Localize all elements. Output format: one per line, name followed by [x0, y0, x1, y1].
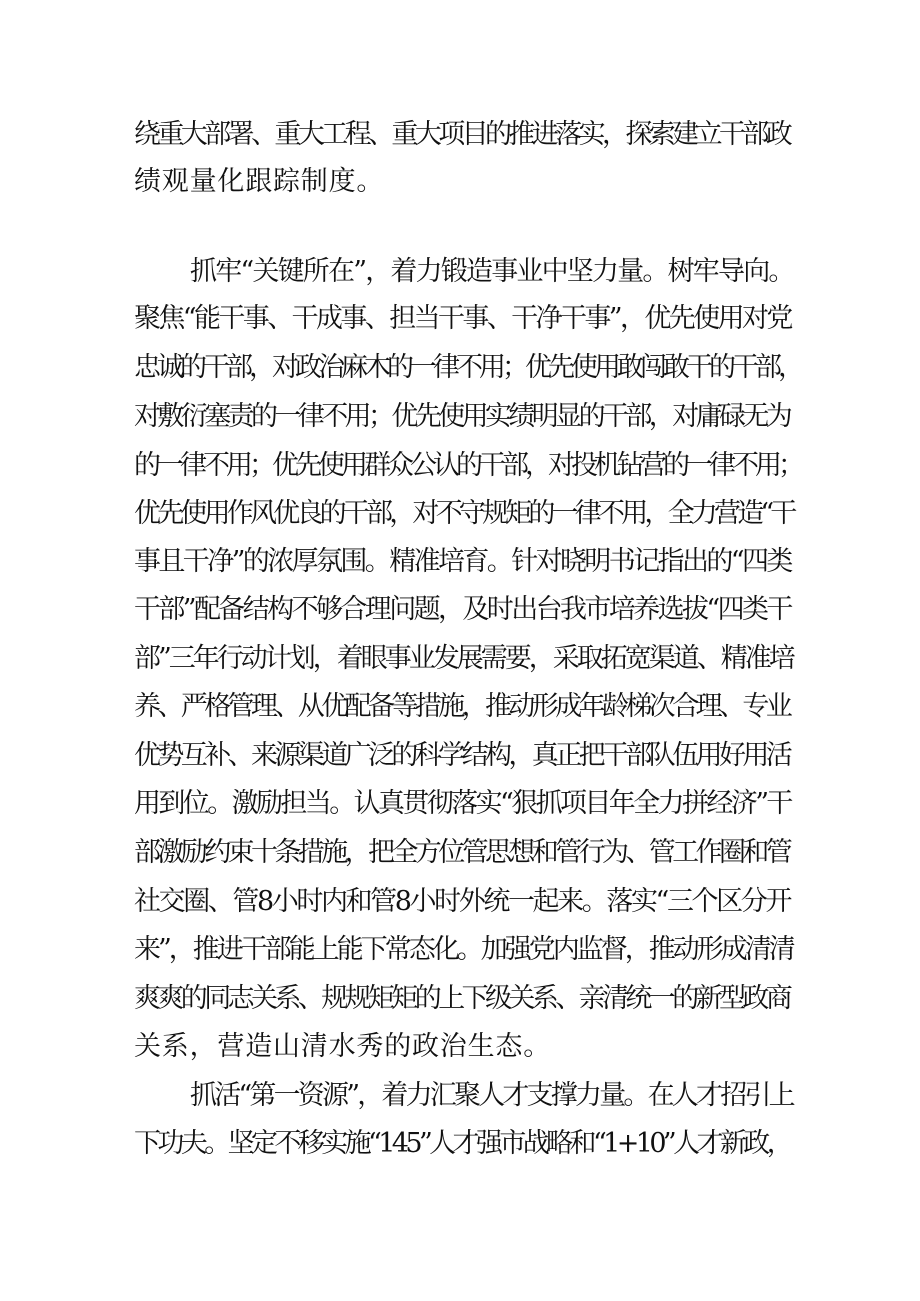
text-line: 部”三年行动计划，着眼事业发展需要，采取拓宽渠道、精准培: [134, 643, 793, 674]
text-line: 关系，营造山清水秀的政治生态。: [134, 1031, 551, 1062]
text-line: 爽爽的同志关系、规规矩矩的上下级关系、亲清统一的新型政商: [134, 983, 790, 1014]
text-line: 对敷衍塞责的一律不用；优先使用实绩明显的干部，对庸碌无为: [134, 401, 790, 432]
text-line: 来”，推进干部能上能下常态化。加强党内监督，推动形成清清: [134, 934, 793, 965]
text-line: 忠诚的干部，对政治麻木的一律不用；优先使用敢闯敢干的干部，: [134, 352, 801, 383]
text-line: 优势互补、来源渠道广泛的科学结构，真正把干部队伍用好用活: [134, 740, 790, 771]
text-line: 的一律不用；优先使用群众公认的干部，对投机钻营的一律不用；: [134, 450, 801, 481]
text-line: 优先使用作风优良的干部，对不守规矩的一律不用，全力营造“干: [134, 498, 794, 529]
text-line: 抓活“第一资源”，着力汇聚人才支撑力量。在人才招引上: [190, 1080, 793, 1111]
text-line: 养、严格管理、从优配备等措施，推动形成年龄梯次合理、专业: [134, 691, 790, 722]
text-line: 部激励约束十条措施，把全方位管思想和管行为、管工作圈和管: [134, 837, 790, 868]
text-line: 社交圈、管8小时内和管8小时外统一起来。落实“三个区分开: [134, 886, 790, 917]
text-line: 绩观量化跟踪制度。: [134, 166, 385, 197]
text-line: 抓牢“关键所在”，着力锻造事业中坚力量。树牢导向。: [190, 256, 794, 287]
text-line: 事且干净”的浓厚氛围。精准培育。针对晓明书记指出的“四类: [134, 546, 791, 577]
text-line: 聚焦“能干事、干成事、担当干事、干净干事”，优先使用对党: [134, 303, 791, 334]
text-line: 下功夫。坚定不移实施“145”人才强市战略和“1+10”人才新政，: [134, 1128, 791, 1159]
text-line: 用到位。激励担当。认真贯彻落实“狠抓项目年全力拼经济”干: [134, 788, 791, 819]
text-line: 干部”配备结构不够合理问题，及时出台我市培养选拔“四类干: [134, 594, 791, 625]
text-line: 绕重大部署、重大工程、重大项目的推进落实，探索建立干部政: [134, 119, 790, 150]
